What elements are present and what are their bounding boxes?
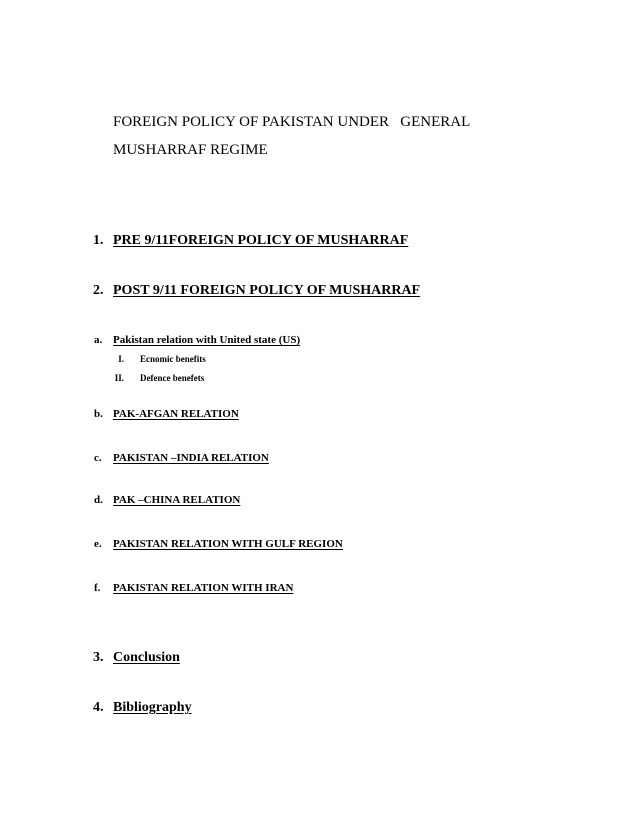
- toc-link[interactable]: Pakistan relation with United state (US): [113, 334, 301, 346]
- toc-marker: d.: [94, 494, 103, 506]
- title-line-2: MUSHARRAF REGIME: [113, 142, 268, 158]
- document-title: [113, 108, 470, 164]
- toc-marker: 1.: [93, 233, 104, 248]
- title-line-1: FOREIGN POLICY OF PAKISTAN UNDER GENERAL: [113, 114, 471, 130]
- toc-marker: e.: [94, 538, 102, 550]
- toc-link[interactable]: PRE 9/11FOREIGN POLICY OF MUSHARRAF: [113, 233, 409, 248]
- toc-marker: II.: [114, 373, 124, 383]
- toc-link[interactable]: PAK-AFGAN RELATION: [113, 408, 239, 420]
- toc-marker: 2.: [93, 283, 104, 298]
- toc-link[interactable]: PAKISTAN –INDIA RELATION: [113, 452, 269, 464]
- toc-subitem-label: Ecnomic benefits: [140, 354, 206, 364]
- toc-subitem-label: Defence benefets: [140, 373, 205, 383]
- toc-link[interactable]: Conclusion: [113, 650, 180, 665]
- toc-marker: 4.: [93, 700, 104, 715]
- toc-marker: b.: [94, 408, 103, 420]
- toc-marker: a.: [94, 334, 103, 346]
- toc-marker: 3.: [93, 650, 104, 665]
- toc-link[interactable]: PAK –CHINA RELATION: [113, 494, 241, 506]
- toc-marker: c.: [94, 452, 102, 464]
- toc-link[interactable]: POST 9/11 FOREIGN POLICY OF MUSHARRAF: [113, 283, 421, 298]
- toc-link[interactable]: Bibliography: [113, 700, 192, 715]
- toc-marker: f.: [94, 582, 101, 594]
- toc-link[interactable]: PAKISTAN RELATION WITH GULF REGION: [113, 538, 343, 550]
- toc-link[interactable]: PAKISTAN RELATION WITH IRAN: [113, 582, 294, 594]
- toc-marker: I.: [118, 354, 124, 364]
